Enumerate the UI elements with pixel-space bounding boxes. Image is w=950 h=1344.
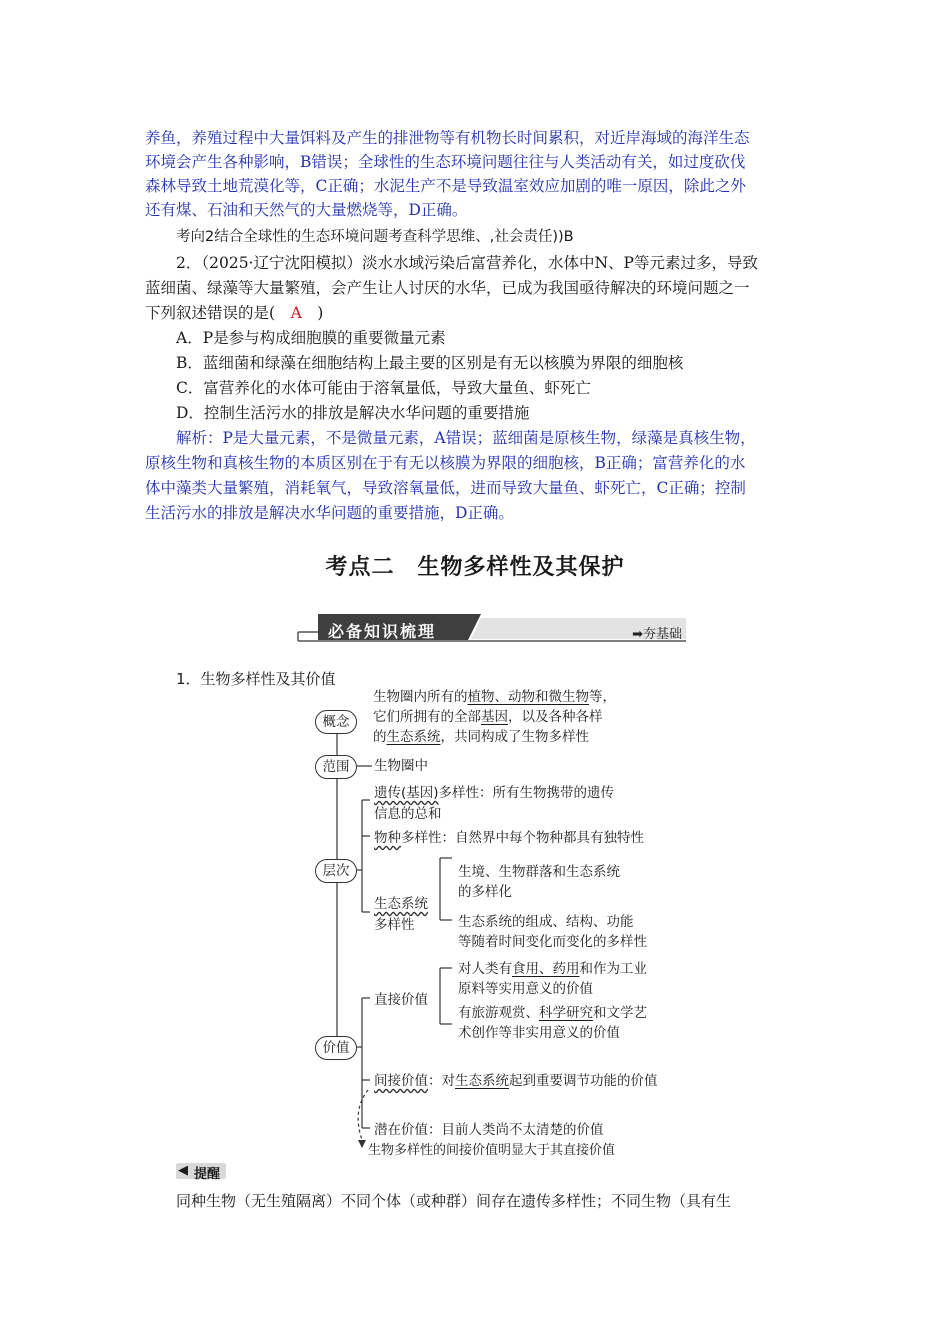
direction-line: 考向2结合全球性的生态环境问题考查科学思维、,社会责任))B	[176, 229, 574, 245]
node-scope: 范围	[315, 755, 357, 779]
node-concept: 概念	[315, 710, 357, 734]
concept-line-2	[373, 707, 603, 727]
direct-value-line-4: 术创作等非实用意义的价值	[458, 1025, 620, 1041]
tip-badge	[176, 1160, 226, 1182]
concept-line-1	[373, 687, 616, 707]
q2-option-d: D．控制生活污水的排放是解决水华问题的重要措施	[176, 404, 530, 422]
direct-value-line-2: 原料等实用意义的价值	[458, 981, 593, 997]
concept-text-2a: 它们所拥有的全部	[373, 709, 481, 725]
indirect-keyword: 间接价值	[374, 1073, 428, 1089]
analysis-prev-line-2: 环境会产生各种影响，B错误；全球性的生态环境问题往往与人类活动有关，如过度砍伐	[145, 153, 746, 171]
analysis-prev-line-4: 还有煤、石油和天然气的大量燃烧等，D正确。	[145, 201, 468, 219]
direct-text-3c: 和文学艺	[593, 1005, 647, 1021]
q2-analysis-line-1: 解析：P是大量元素，不是微量元素，A错误；蓝细菌是原核生物，绿藻是真核生物，	[176, 429, 756, 447]
q2-option-a: A．P是参与构成细胞膜的重要微量元素	[176, 329, 446, 347]
subheading: 1．生物多样性及其价值	[176, 670, 336, 688]
genetic-diversity-line-1	[374, 783, 614, 803]
value-note: 生物多样性的间接价值明显大于其直接价值	[368, 1143, 616, 1158]
eco-keyword: 生态系统	[374, 896, 428, 912]
q2-option-b: B．蓝细菌和绿藻在细胞结构上最主要的区别是有无以核膜为界限的细胞核	[176, 354, 684, 372]
tip-label: 提醒	[194, 1167, 221, 1182]
direct-keyword-research: 科学研究	[539, 1005, 593, 1021]
megaphone-icon: ◀	[178, 1163, 188, 1178]
concept-text-3c: ，共同构成了生物多样性	[440, 729, 589, 745]
concept-keyword-ecosystem: 生态系统	[386, 729, 441, 745]
q2-analysis-line-4: 生活污水的排放是解决水华问题的重要措施，D正确。	[145, 504, 514, 522]
direct-keyword-use: 食用、药用	[512, 961, 580, 977]
q2-analysis-line-2: 原核生物和真核生物的本质区别在于有无以核膜为界限的细胞核，B正确；富营养化的水	[145, 454, 746, 472]
genetic-keyword: 遗传(基因)	[374, 785, 439, 801]
q2-analysis-line-3: 体中藻类大量繁殖，消耗氧气，导致溶氧量低，进而导致大量鱼、虾死亡，C正确；控制	[145, 479, 746, 497]
q2-stem-line-2: 蓝细菌、绿藻等大量繁殖，会产生让人讨厌的水华，已成为我国亟待解决的环境问题之一	[145, 279, 750, 297]
banner-title: 必备知识梳理	[328, 622, 437, 641]
ecosystem-diversity-keyword	[374, 894, 428, 914]
concept-line-3	[373, 727, 589, 747]
species-rest: 多样性：自然界中每个物种都具有独特性	[401, 830, 644, 846]
analysis-prev-line-1: 养鱼，养殖过程中大量饵料及产生的排泄物等有机物长时间累积，对近岸海域的海洋生态	[145, 129, 750, 147]
concept-text-1a: 生物圈内所有的	[373, 689, 468, 705]
genetic-diversity-line-2: 信息的总和	[374, 806, 442, 822]
eco-branch-a-line-2: 的多样化	[458, 884, 512, 900]
species-diversity-line	[374, 828, 644, 848]
scope-text: 生物圈中	[374, 758, 428, 774]
indirect-text-a: ：对	[428, 1073, 455, 1089]
direct-text-3a: 有旅游观赏、	[458, 1005, 539, 1021]
concept-text-3a: 的	[373, 729, 387, 745]
q2-close: )	[301, 304, 324, 322]
node-value: 价值	[315, 1036, 357, 1060]
direct-text-1a: 对人类有	[458, 961, 512, 977]
node-level: 层次	[315, 859, 357, 883]
analysis-prev-line-3: 森林导致土地荒漠化等，C正确；水泥生产不是导致温室效应加剧的唯一原因，除此之外	[145, 177, 746, 195]
direct-text-1c: 和作为工业	[579, 961, 647, 977]
direct-value-line-1	[458, 959, 647, 979]
potential-value-line: 潜在价值：目前人类尚不太清楚的价值	[374, 1122, 604, 1138]
concept-text-2c: ，以及各种各样	[508, 709, 603, 725]
eco-branch-b-line-1: 生态系统的组成、结构、功能	[458, 914, 634, 930]
q2-stem-text: 下列叙述错误的是(	[145, 304, 291, 322]
banner-tag-text: 夯基础	[642, 627, 682, 642]
indirect-text-c: 起到重要调节功能的价值	[509, 1073, 658, 1089]
q2-stem-line-1: 2．（2025·辽宁沈阳模拟）淡水水域污染后富营养化，水体中N、P等元素过多，导致	[176, 254, 758, 272]
eco-branch-a-line-1: 生境、生物群落和生态系统	[458, 864, 620, 880]
section-title: 考点二 生物多样性及其保护	[325, 555, 625, 580]
q2-option-c: C．富营养化的水体可能由于溶氧量低，导致大量鱼、虾死亡	[176, 379, 591, 397]
indirect-value-line	[374, 1071, 658, 1091]
arrow-right-icon: ➡	[632, 627, 643, 642]
direct-value-label: 直接价值	[374, 992, 428, 1008]
ecosystem-diversity-label: 多样性	[374, 917, 415, 933]
concept-keyword-organisms: 植物、动物和微生物	[467, 689, 589, 705]
indirect-keyword-ecosystem: 生态系统	[455, 1073, 509, 1089]
q2-answer: A	[290, 304, 302, 322]
concept-text-1c: 等，	[589, 689, 616, 705]
genetic-rest: 多样性：所有生物携带的遗传	[438, 785, 615, 801]
species-keyword: 物种	[374, 830, 401, 846]
concept-keyword-genes: 基因	[481, 709, 508, 725]
tip-text: 同种生物（无生殖隔离）不同个体（或种群）间存在遗传多样性；不同生物（具有生	[176, 1192, 732, 1210]
eco-branch-b-line-2: 等随着时间变化而变化的多样性	[458, 934, 647, 950]
direct-value-line-3	[458, 1003, 647, 1023]
